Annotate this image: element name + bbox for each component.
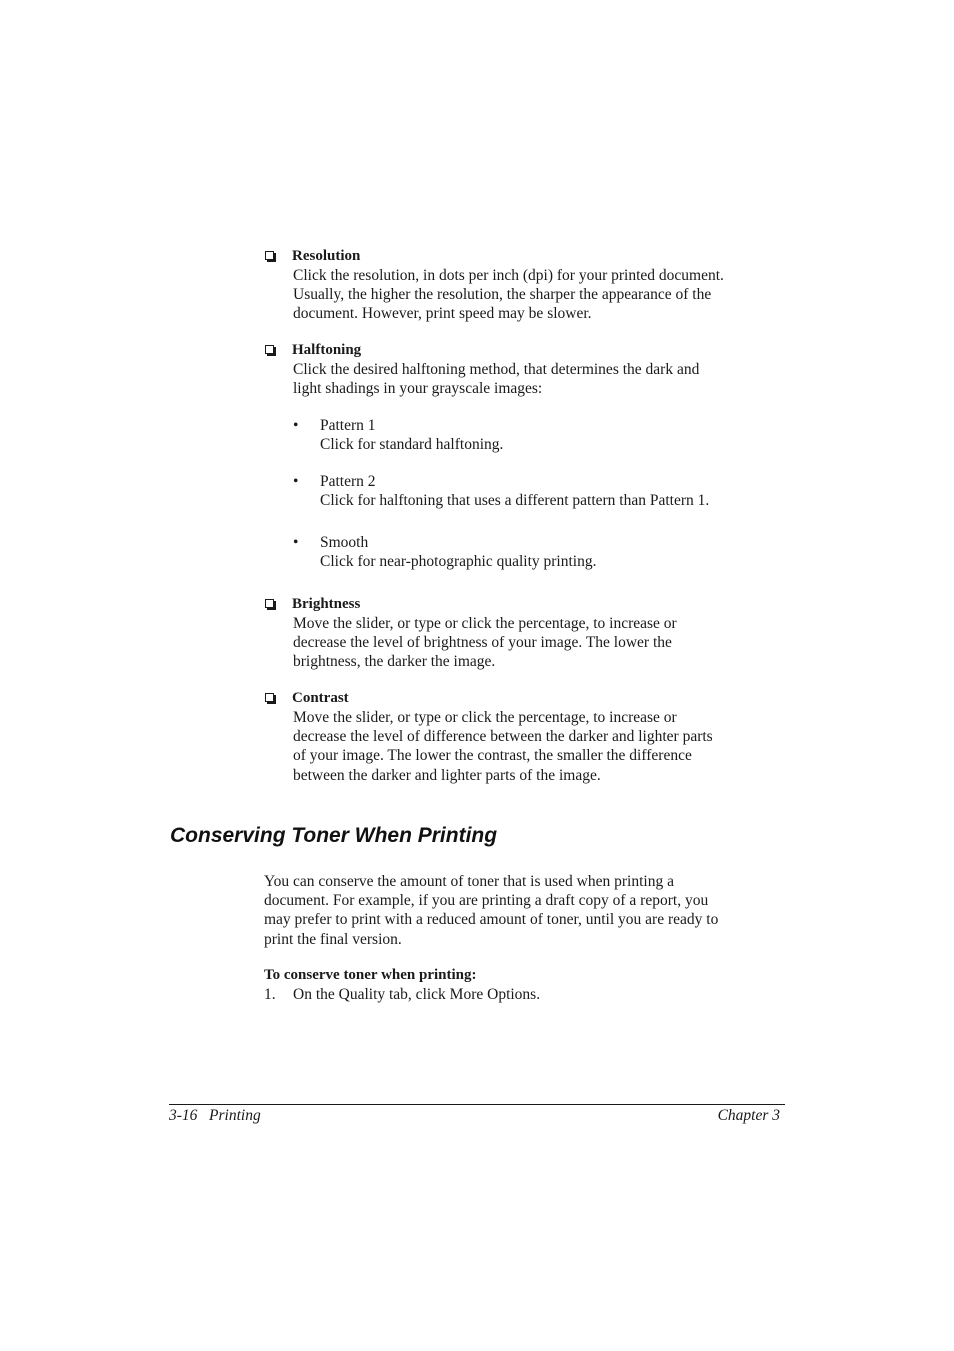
option-title: Brightness bbox=[292, 596, 361, 612]
halftoning-option-pattern-1: • Pattern 1 Click for standard halftoning. bbox=[293, 417, 504, 454]
option-description: Move the slider, or type or click the percentage, to increase or decrease the level of brightness of your image. The lower the brightness, the darker the image. bbox=[293, 615, 677, 671]
checkbox-bullet-icon bbox=[265, 599, 274, 608]
halftoning-option-smooth: • Smooth Click for near-photographic quality printing. bbox=[293, 534, 597, 571]
option-halftoning bbox=[264, 341, 794, 398]
bullet-dot-icon: • bbox=[293, 534, 299, 551]
option-contrast bbox=[264, 689, 794, 785]
step-number: 1. bbox=[264, 986, 276, 1003]
section-heading: Conserving Toner When Printing bbox=[170, 824, 498, 847]
option-resolution bbox=[264, 247, 794, 324]
footer-page-label: 3-16 Printing bbox=[169, 1107, 261, 1124]
option-description: Click the resolution, in dots per inch (dpi) for your printed document. Usually, the higher the resolution, the sharper the appearance of the document. However, print speed may be slower. bbox=[293, 267, 724, 323]
checkbox-bullet-icon bbox=[265, 345, 274, 354]
option-title: Contrast bbox=[292, 690, 349, 706]
halftoning-option-pattern-2: • Pattern 2 Click for halftoning that uses a different pattern than Pattern 1. bbox=[293, 473, 710, 510]
bullet-dot-icon: • bbox=[293, 473, 299, 490]
option-description: Move the slider, or type or click the percentage, to increase or decrease the level of difference between the darker and lighter parts of your image. The lower the contrast, the smaller the difference between the darker and lighter parts of the image. bbox=[293, 709, 713, 784]
section-paragraph: You can conserve the amount of toner that is used when printing a document. For example, if you are printing a draft copy of a report, you may prefer to print with a reduced amount of toner, until you are ready to print the final version. bbox=[264, 873, 719, 948]
option-title: Resolution bbox=[292, 248, 361, 264]
footer-divider bbox=[169, 1104, 785, 1105]
footer-chapter-label: Chapter 3 bbox=[717, 1107, 780, 1124]
checkbox-bullet-icon bbox=[265, 693, 274, 702]
option-title: Halftoning bbox=[292, 342, 362, 358]
procedure-step bbox=[264, 985, 784, 1004]
procedure-title: To conserve toner when printing: bbox=[264, 967, 477, 983]
option-brightness bbox=[264, 595, 794, 672]
checkbox-bullet-icon bbox=[265, 251, 274, 260]
bullet-dot-icon: • bbox=[293, 417, 299, 434]
step-text: On the Quality tab, click More Options. bbox=[293, 986, 541, 1003]
option-description: Click the desired halftoning method, that determines the dark and light shadings in your grayscale images: bbox=[293, 361, 700, 398]
